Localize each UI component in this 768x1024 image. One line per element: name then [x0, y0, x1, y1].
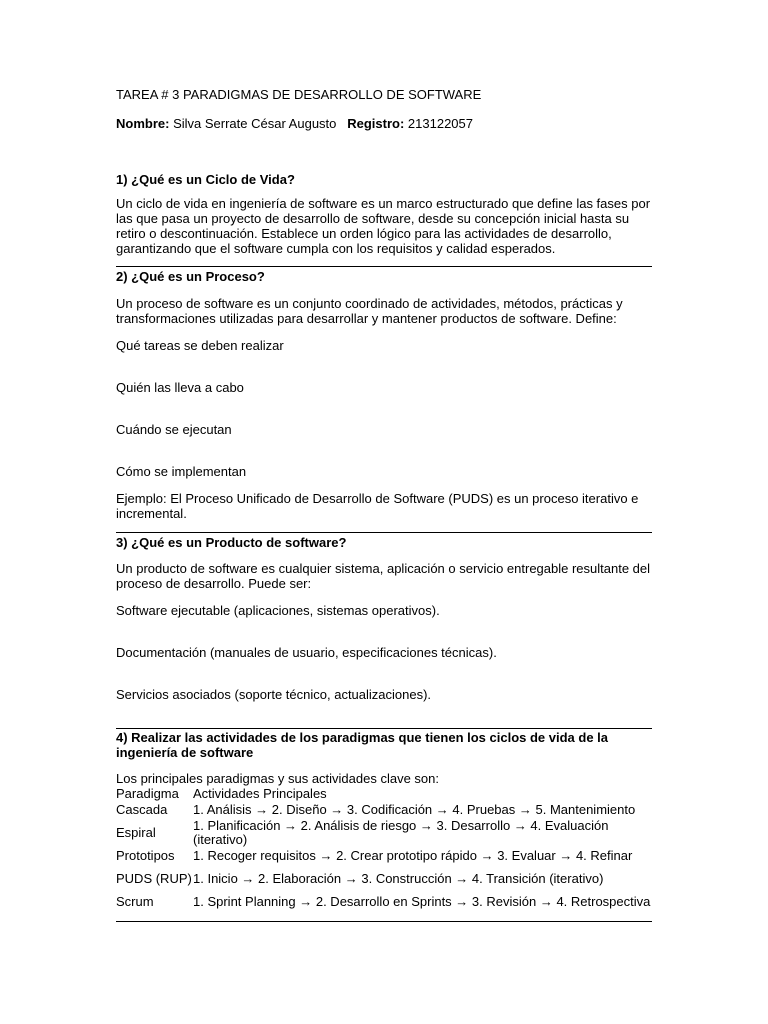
- list-item: Cómo se implementan: [116, 464, 247, 479]
- section-4-intro: Los principales paradigmas y sus actividades clave son:: [116, 771, 440, 786]
- list-item: Qué tareas se deben realizar: [116, 338, 284, 353]
- table-cell: Espiral: [116, 825, 156, 840]
- table-cell: PUDS (RUP): [116, 871, 192, 886]
- table-header-cell: Actividades Principales: [193, 786, 327, 801]
- section-1-body: Un ciclo de vida en ingeniería de software es un marco estructurado que define las fases por las que pasa un proyecto de desarrollo de software, desde su concepción inicial hasta su retiro o descontinuación. Establece un orden lógico para las actividades de desarrollo, garantizando que el software cumpla con los requisitos y calidad esperados.: [116, 196, 651, 256]
- table-row: [116, 818, 653, 848]
- list-item: Quién las lleva a cabo: [116, 380, 244, 395]
- table-cell: Prototipos: [116, 848, 175, 863]
- section-2-body: Un proceso de software es un conjunto coordinado de actividades, métodos, prácticas y transformaciones utilizadas para desarrollar y mantener productos de software. Define:: [116, 296, 623, 326]
- list-item: Documentación (manuales de usuario, especificaciones técnicas).: [116, 645, 497, 660]
- student-info-row: [116, 116, 473, 131]
- registro-value: 213122057: [407, 116, 473, 131]
- list-item: Cuándo se ejecutan: [116, 422, 232, 437]
- list-item: Servicios asociados (soporte técnico, actualizaciones).: [116, 687, 432, 702]
- name-label: Nombre:: [116, 116, 170, 131]
- table-cell: Cascada: [116, 802, 168, 817]
- section-1-heading: 1) ¿Qué es un Ciclo de Vida?: [116, 172, 295, 187]
- section-divider: [116, 728, 652, 729]
- section-3-heading: 3) ¿Qué es un Producto de software?: [116, 535, 347, 550]
- registro-label: Registro:: [347, 116, 405, 131]
- table-cell: 1. Inicio → 2. Elaboración → 3. Construcción → 4. Transición (iterativo): [193, 871, 604, 886]
- section-2-heading: 2) ¿Qué es un Proceso?: [116, 269, 265, 284]
- table-cell: 1. Planificación → 2. Análisis de riesgo → 3. Desarrollo → 4. Evaluación (iterativo): [193, 818, 609, 847]
- table-header-cell: Paradigma: [116, 786, 179, 801]
- section-divider: [116, 921, 652, 922]
- section-divider: [116, 266, 652, 267]
- table-cell: Scrum: [116, 894, 154, 909]
- table-row: [116, 894, 653, 910]
- table-row: [116, 848, 653, 864]
- table-cell: 1. Recoger requisitos → 2. Crear prototipo rápido → 3. Evaluar → 4. Refinar: [193, 848, 633, 863]
- section-4-heading: 4) Realizar las actividades de los paradigmas que tienen los ciclos de vida de la ingeniería de software: [116, 730, 609, 760]
- section-2-example: Ejemplo: El Proceso Unificado de Desarrollo de Software (PUDS) es un proceso iterativo e incremental.: [116, 491, 639, 521]
- table-header-row: [116, 786, 653, 802]
- section-3-body: Un producto de software es cualquier sistema, aplicación o servicio entregable resultante del proceso de desarrollo. Puede ser:: [116, 561, 651, 591]
- table-cell: 1. Sprint Planning → 2. Desarrollo en Sprints → 3. Revisión → 4. Retrospectiva: [193, 894, 651, 909]
- table-row: [116, 802, 653, 818]
- table-cell: 1. Análisis → 2. Diseño → 3. Codificación → 4. Pruebas → 5. Mantenimiento: [193, 802, 636, 817]
- document-title: TAREA # 3 PARADIGMAS DE DESARROLLO DE SOFTWARE: [116, 87, 482, 102]
- list-item: Software ejecutable (aplicaciones, sistemas operativos).: [116, 603, 440, 618]
- table-row: [116, 864, 653, 894]
- name-value: Silva Serrate César Augusto: [173, 116, 337, 131]
- section-divider: [116, 532, 652, 533]
- paradigms-table: [116, 786, 653, 910]
